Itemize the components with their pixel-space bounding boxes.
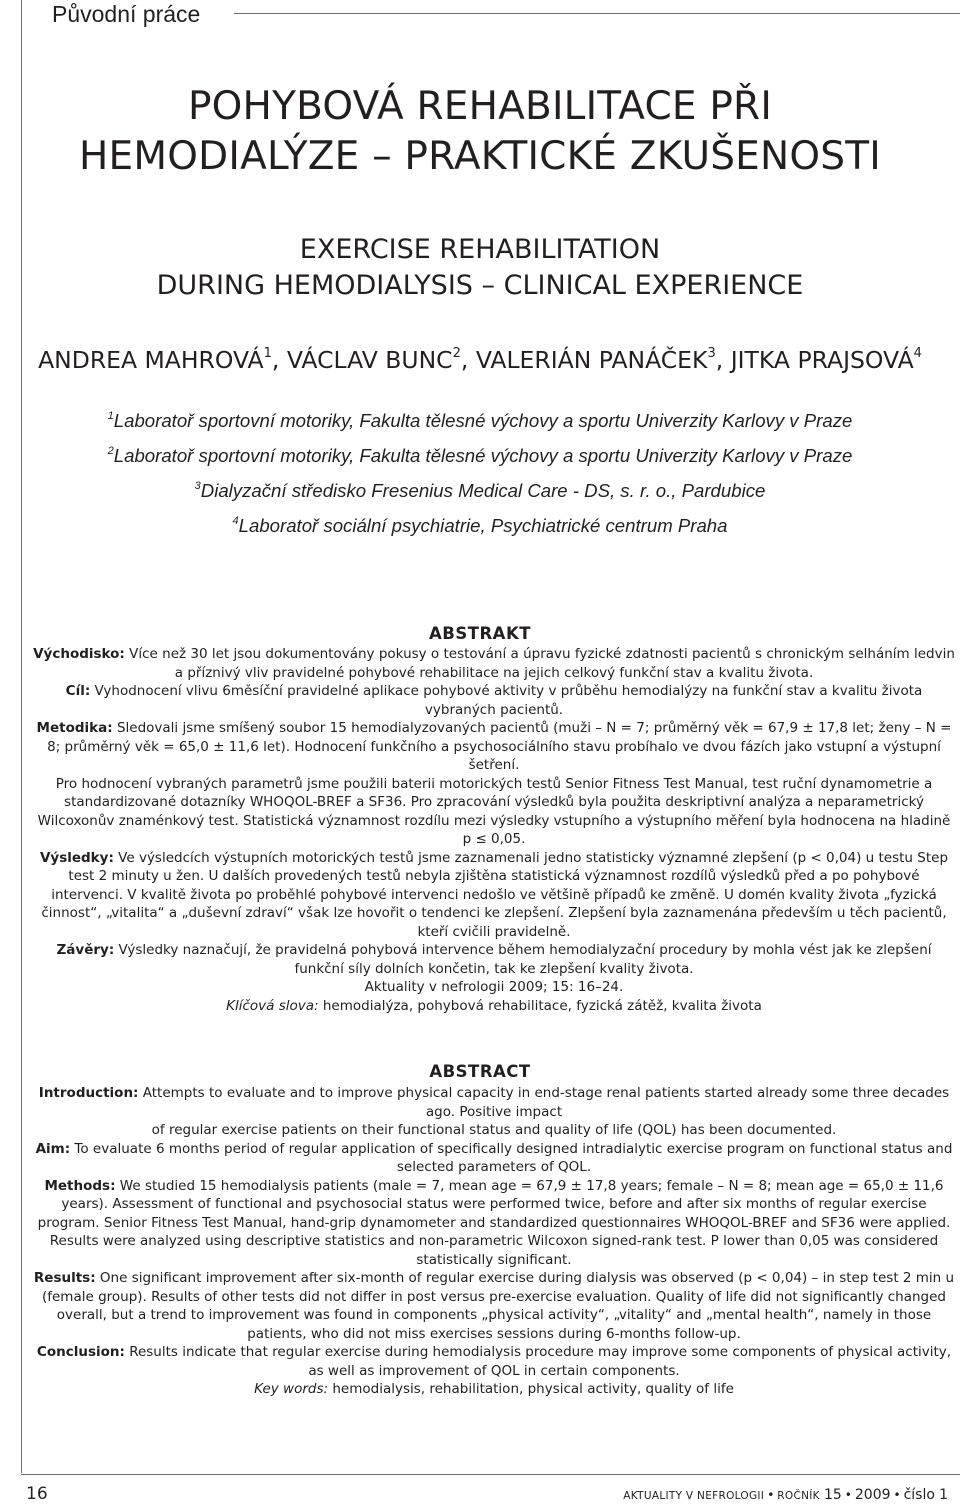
abstrakt-metodika-continued: Pro hodnocení vybraných parametrů jsme použili baterii motorických testů Senior Fitness Test Manual, test ruční dynamometrie a standardizované dotazníky WHOQOL-BREF a SF36. Pro zpracování výsledků byla použita deskriptivní analýza a neparametrický Wilcoxonův znaménkový test. Statistická významnost rozdílu mezi výsledky vstupního a výstupního měření byla hodnocena na hladině p ≤ 0,05. bbox=[37, 775, 951, 847]
author-separator: , bbox=[460, 346, 476, 374]
section-text: One significant improvement after six-month of regular exercise during dialysis was observed (p < 0,04) – in step test 2 min u (female group). Results of other tests did not differ in post versus pre-exercise evaluation. Quality of life did not significantly changed overall, but a trend to improvement was found in components „physical activity“, „vitality“ and „mental health“, namely in those patients, who did not miss exercises sessions during 6-months follow-up. bbox=[41, 1270, 955, 1342]
section-label: Výsledky: bbox=[39, 849, 114, 866]
section-label: Cíl: bbox=[65, 683, 91, 699]
czech-title-line-1: POHYBOVÁ REHABILITACE PŘI bbox=[187, 84, 773, 129]
author-affiliation-mark: 4 bbox=[913, 346, 922, 361]
issue-label: číslo bbox=[903, 1487, 935, 1503]
english-title-line-2: DURING HEMODIALYSIS – CLINICAL EXPERIENCE bbox=[156, 270, 804, 301]
bullet-separator: • bbox=[767, 1488, 775, 1502]
section-label: Východisko: bbox=[33, 646, 125, 662]
author-separator: , bbox=[715, 346, 731, 374]
abstrakt-metodika bbox=[32, 719, 956, 775]
section-label: Introduction: bbox=[38, 1085, 139, 1101]
page-header bbox=[0, 0, 960, 34]
volume-number: 15 bbox=[823, 1487, 842, 1503]
abstrakt-citation: Aktuality v nefrologii 2009; 15: 16–24. bbox=[364, 979, 624, 995]
affiliation-mark: 2 bbox=[107, 445, 114, 457]
section-text: Vyhodnocení vlivu 6měsíční pravidelné aplikace pohybové aktivity v průběhu hemodialýzy na funkční stav a kvalitu života vybraných pacientů. bbox=[90, 683, 923, 718]
issue-number: 1 bbox=[939, 1487, 948, 1503]
czech-title bbox=[0, 82, 960, 182]
author-affiliation-mark: 3 bbox=[707, 346, 716, 361]
keywords-label: Klíčová slova: bbox=[226, 997, 319, 1014]
keywords-label: Key words: bbox=[254, 1381, 329, 1397]
section-label: Results: bbox=[33, 1270, 96, 1286]
abstract-body bbox=[32, 1084, 956, 1399]
keywords-text: hemodialysis, rehabilitation, physical activity, quality of life bbox=[328, 1381, 734, 1397]
keywords-text: hemodialýza, pohybová rehabilitace, fyzická zátěž, kvalita života bbox=[318, 997, 762, 1014]
author-affiliation-mark: 1 bbox=[263, 346, 272, 361]
affiliation-mark: 3 bbox=[194, 480, 201, 492]
author-list bbox=[0, 338, 960, 376]
abstract-conclusion bbox=[32, 1343, 956, 1380]
section-text: Attempts to evaluate and to improve physical capacity in end-stage renal patients started already some three decades ago. Positive impact bbox=[138, 1085, 950, 1120]
author-name: VALERIÁN PANÁČEK bbox=[475, 346, 708, 374]
bullet-separator: • bbox=[893, 1488, 901, 1502]
section-text: Výsledky naznačují, že pravidelná pohybová intervence během hemodialyzační procedury by mohla vést jak ke zlepšení funkční síly dolních končetin, tak ke zlepšení kvality života. bbox=[114, 942, 932, 977]
section-text: Sledovali jsme smíšený soubor 15 hemodialyzovaných pacientů (muži – N = 7; průměrný věk = 67,9 ± 17,8 let; ženy – N = 8; průměrný věk = 65,0 ± 11,6 let). Hodnocení funkčního a psychosociálního stavu probíhalo ve dvou fázích jako vstupní a výstupní šetření. bbox=[47, 720, 952, 773]
affiliation-text: Laboratoř sociální psychiatrie, Psychiatrické centrum Praha bbox=[238, 515, 728, 536]
section-label: Conclusion: bbox=[36, 1344, 125, 1360]
abstrakt-vychodisko bbox=[32, 645, 956, 682]
affiliation-item bbox=[0, 471, 960, 506]
section-text: Results indicate that regular exercise during hemodialysis procedure may improve some components of physical activity, as well as improvement of QOL in certain components. bbox=[124, 1344, 952, 1379]
journal-footer bbox=[623, 1486, 948, 1505]
page-number: 16 bbox=[26, 1484, 48, 1504]
section-label: Metodika: bbox=[36, 720, 113, 736]
author-separator: , bbox=[271, 346, 287, 374]
affiliation-mark: 4 bbox=[232, 515, 239, 527]
affiliation-text: Laboratoř sportovní motoriky, Fakulta tělesné výchovy a sportu Univerzity Karlovy v Praze bbox=[113, 445, 853, 466]
author-affiliation-mark: 2 bbox=[452, 346, 461, 361]
abstrakt-heading: ABSTRAKT bbox=[428, 624, 531, 643]
abstrakt-cil bbox=[32, 682, 956, 719]
abstract-keywords bbox=[32, 1380, 956, 1399]
author-name: VÁCLAV BUNC bbox=[286, 346, 453, 374]
left-margin-rule bbox=[21, 0, 22, 1473]
footer-rule bbox=[21, 1474, 960, 1475]
author-name: ANDREA MAHROVÁ bbox=[38, 346, 264, 374]
abstrakt-zavery bbox=[32, 941, 956, 978]
abstract-introduction-continued: of regular exercise patients on their functional status and quality of life (QOL) has been documented. bbox=[151, 1122, 837, 1138]
abstract-introduction bbox=[32, 1084, 956, 1121]
abstract-results bbox=[32, 1269, 956, 1343]
section-label: Původní práce bbox=[52, 1, 201, 27]
author-name: JITKA PRAJSOVÁ bbox=[730, 346, 914, 374]
header-rule bbox=[234, 13, 960, 14]
english-title-line-1: EXERCISE REHABILITATION bbox=[299, 234, 661, 265]
section-text: Více než 30 let jsou dokumentovány pokusy o testování a úpravu fyzické zdatnosti pacientů s chronickým selháním ledvin a příznivý vliv pravidelné pohybové rehabilitace na jejich celkový funkční stav a kvalitu života. bbox=[124, 646, 955, 681]
abstract-heading: ABSTRACT bbox=[429, 1062, 531, 1081]
affiliation-item bbox=[0, 436, 960, 471]
section-text: To evaluate 6 months period of regular application of specifically designed intradialytic exercise program on functional status and selected parameters of QOL. bbox=[70, 1140, 953, 1175]
abstrakt-body bbox=[32, 645, 956, 1015]
year: 2009 bbox=[854, 1487, 891, 1503]
abstract-methods bbox=[32, 1177, 956, 1270]
affiliation-mark: 1 bbox=[107, 410, 114, 422]
abstract-aim bbox=[32, 1140, 956, 1177]
abstrakt-keywords bbox=[32, 997, 956, 1016]
abstrakt-vysledky bbox=[32, 849, 956, 942]
affiliation-item bbox=[0, 401, 960, 436]
czech-title-line-2: HEMODIALÝZE – PRAKTICKÉ ZKUŠENOSTI bbox=[79, 134, 881, 179]
journal-name: AKTUALITY V NEFROLOGII bbox=[623, 1490, 765, 1502]
volume-label: ROČNÍK bbox=[777, 1490, 820, 1502]
bullet-separator: • bbox=[844, 1488, 852, 1502]
section-text: We studied 15 hemodialysis patients (male = 7, mean age = 67,9 ± 17,8 years; female – N = 8; mean age = 65,0 ± 11,6 years). Assessment of functional and psychosocial status were performed twice, before and after six months of regular exercise program. Senior Fitness Test Manual, hand-grip dynamometer and standardized questionnaires WHOQOL-BREF and SF36 were applied. Results were analyzed using descriptive statistics and non-parametric Wilcoxon signed-rank test. P lower than 0,05 was considered statistically significant. bbox=[37, 1177, 951, 1268]
english-title bbox=[0, 232, 960, 304]
section-text: Ve výsledcích výstupních motorických testů jsme zaznamenali jedno statisticky významné zlepšení (p < 0,04) u testu Step test 2 minuty u žen. U dalších provedených testů nebyla zjištěna statistická významnost rozdílů výsledků před a po pohybové intervenci. V kvalitě života po proběhlé pohybové intervenci nedošlo ve většině případů ke změně. U domén kvality života „fyzická činnost“, „vitalita“ a „duševní zdraví“ však lze hovořit o tendenci ke zlepšení. Zlepšení byla zaznamenána především u těch pacientů, kteří cvičili pravidelně. bbox=[41, 849, 949, 940]
affiliation-item bbox=[0, 506, 960, 541]
section-label: Závěry: bbox=[56, 942, 115, 958]
section-label: Aim: bbox=[35, 1140, 71, 1157]
affiliation-text: Dialyzační středisko Fresenius Medical Care - DS, s. r. o., Pardubice bbox=[200, 480, 766, 501]
affiliation-list bbox=[0, 401, 960, 541]
section-label: Methods: bbox=[44, 1177, 116, 1194]
affiliation-text: Laboratoř sportovní motoriky, Fakulta tělesné výchovy a sportu Univerzity Karlovy v Praze bbox=[113, 410, 853, 431]
